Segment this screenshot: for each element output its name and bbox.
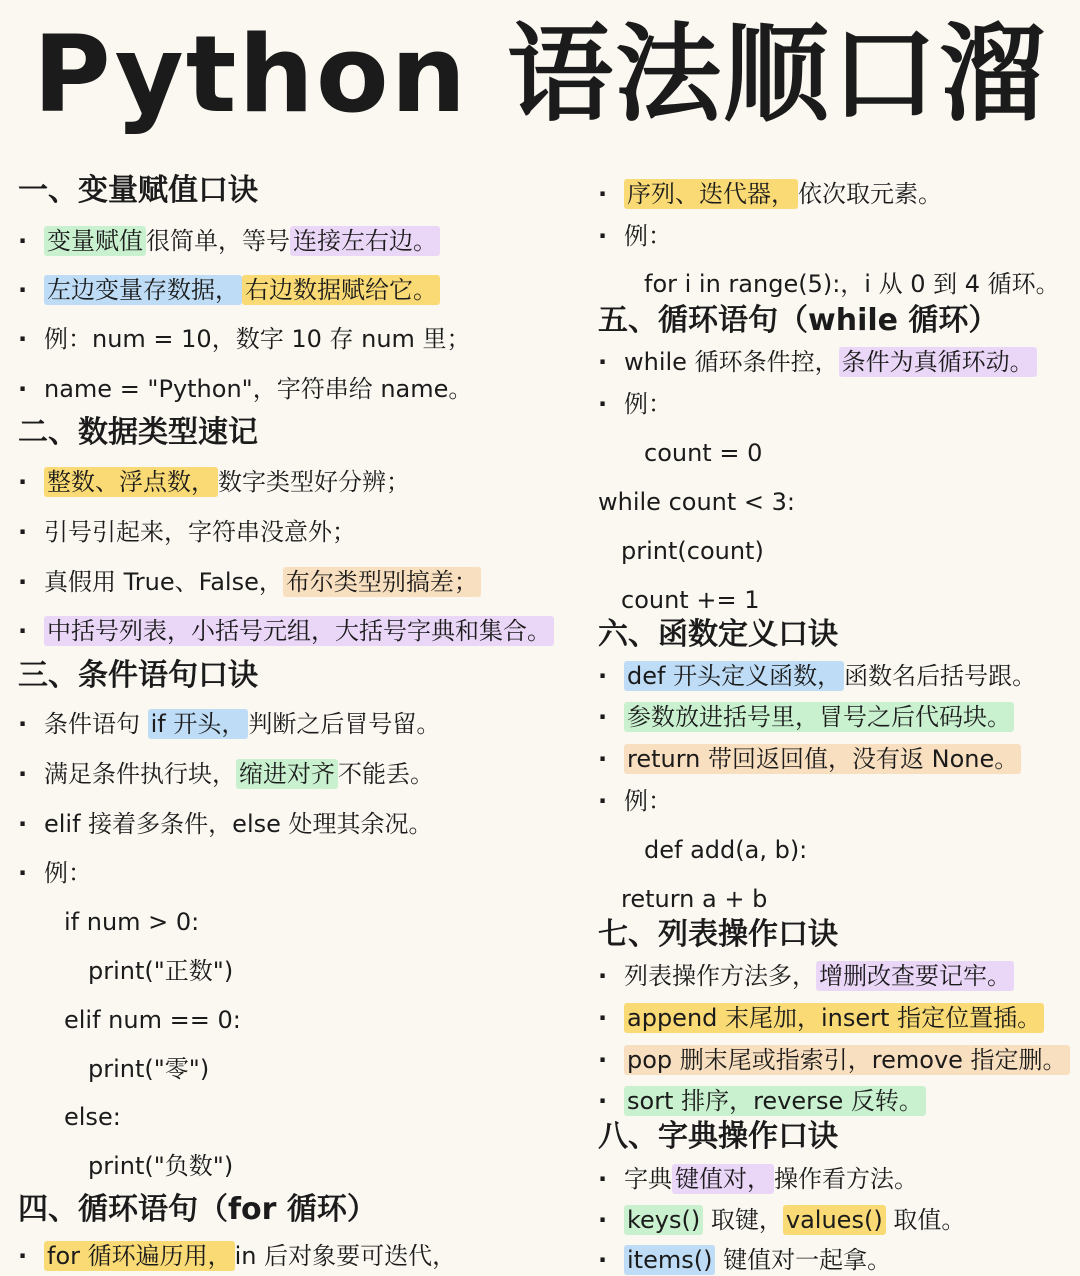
code-line: count += 1 <box>621 586 760 614</box>
bullet-text: 例：num = 10，数字 10 存 num 里； <box>44 325 471 353</box>
bullet-dot: · <box>18 568 28 596</box>
bullet-dot: · <box>598 348 608 376</box>
bullet-text: 列表操作方法多， <box>624 962 816 990</box>
bullet-item <box>598 701 1014 733</box>
bullet-dot: · <box>598 222 608 250</box>
highlight-text: 中括号列表，小括号元组，大括号字典和集合。 <box>44 616 554 646</box>
section-heading-functions: 六、函数定义口诀 <box>598 617 838 652</box>
bullet-item <box>18 708 440 740</box>
highlight-text: 连接左右边。 <box>290 226 440 256</box>
highlight-text: 缩进对齐 <box>236 759 338 789</box>
bullet-text: 函数名后括号跟。 <box>844 662 1037 690</box>
bullet-dot: · <box>598 662 608 690</box>
code-line: count = 0 <box>644 439 763 467</box>
section-heading-dict-operations: 八、字典操作口诀 <box>598 1119 838 1154</box>
section-heading-variable-assignment: 一、变量赋值口诀 <box>18 173 258 208</box>
bullet-dot: · <box>18 375 28 403</box>
bullet-item <box>598 960 1014 992</box>
code-line: print("负数") <box>88 1152 234 1180</box>
bullet-dot: · <box>598 745 608 773</box>
highlight-text: def 开头定义函数， <box>624 661 844 691</box>
bullet-dot: · <box>18 810 28 838</box>
bullet-item <box>598 1163 918 1195</box>
bullet-dot: · <box>18 617 28 645</box>
bullet-text: 条件语句 <box>44 710 148 738</box>
bullet-dot: · <box>598 787 608 815</box>
bullet-dot: · <box>18 325 28 353</box>
bullet-item <box>598 1244 891 1276</box>
highlight-text: pop 删末尾或指索引，remove 指定删。 <box>624 1045 1070 1075</box>
bullet-dot: · <box>598 390 608 418</box>
bullet-item <box>598 178 942 210</box>
highlight-text: 键值对， <box>672 1164 774 1194</box>
highlight-text: 参数放进括号里，冒号之后代码块。 <box>624 702 1014 732</box>
section-heading-conditionals: 三、条件语句口诀 <box>18 658 258 693</box>
bullet-text: 取键， <box>703 1206 783 1234</box>
bullet-text: elif 接着多条件，else 处理其余况。 <box>44 810 433 838</box>
bullet-dot: · <box>18 518 28 546</box>
bullet-item <box>18 516 356 548</box>
bullet-item <box>598 1002 1044 1034</box>
code-line: while count < 3: <box>598 488 796 516</box>
bullet-dot: · <box>18 1242 28 1270</box>
bullet-text: 满足条件执行块， <box>44 760 236 788</box>
bullet-item <box>18 274 440 306</box>
highlight-text: 右边数据赋给它。 <box>242 275 440 305</box>
code-line: else: <box>64 1103 121 1131</box>
bullet-text: 操作看方法。 <box>774 1165 918 1193</box>
bullet-dot: · <box>598 1087 608 1115</box>
bullet-item <box>18 373 472 405</box>
bullet-item <box>18 615 554 647</box>
bullet-text: 字典 <box>624 1165 672 1193</box>
bullet-dot: · <box>598 1046 608 1074</box>
bullet-item <box>18 225 440 257</box>
bullet-item <box>598 220 672 252</box>
code-line: print(count) <box>621 537 764 565</box>
bullet-item <box>18 466 410 498</box>
bullet-text: 键值对一起拿。 <box>715 1246 892 1274</box>
bullet-text: while 循环条件控， <box>624 348 839 376</box>
bullet-dot: · <box>18 227 28 255</box>
bullet-dot: · <box>598 1165 608 1193</box>
bullet-item <box>598 1085 926 1117</box>
bullet-dot: · <box>18 760 28 788</box>
bullet-text: 不能丢。 <box>338 760 434 788</box>
code-line: print("零") <box>88 1055 210 1083</box>
bullet-text: 引号引起来，字符串没意外； <box>44 518 356 546</box>
bullet-text: 数字类型好分辨； <box>218 468 410 496</box>
bullet-item <box>598 785 672 817</box>
bullet-text: 例： <box>624 222 672 250</box>
section-heading-for-loop: 四、循环语句（for 循环） <box>18 1192 377 1227</box>
bullet-item <box>598 1044 1070 1076</box>
bullet-dot: · <box>598 1206 608 1234</box>
code-line: def add(a, b): <box>644 836 808 864</box>
bullet-text: name = "Python"，字符串给 name。 <box>44 375 473 403</box>
highlight-text: 整数、浮点数， <box>44 467 218 497</box>
bullet-item <box>18 857 92 889</box>
highlight-text: items() <box>624 1245 715 1275</box>
bullet-text: 例： <box>44 859 92 887</box>
code-line: if num > 0: <box>64 908 200 936</box>
bullet-item <box>18 808 433 840</box>
highlight-text: append 末尾加，insert 指定位置插。 <box>624 1003 1044 1033</box>
bullet-dot: · <box>598 703 608 731</box>
bullet-dot: · <box>598 1004 608 1032</box>
bullet-text: 依次取元素。 <box>798 180 942 208</box>
bullet-item <box>18 758 434 790</box>
bullet-item <box>598 660 1036 692</box>
section-heading-while-loop: 五、循环语句（while 循环） <box>598 303 999 338</box>
bullet-dot: · <box>598 1246 608 1274</box>
highlight-text: 条件为真循环动。 <box>839 347 1037 377</box>
code-line: print("正数") <box>88 957 234 985</box>
highlight-text: keys() <box>624 1205 703 1235</box>
bullet-text: 例： <box>624 787 672 815</box>
bullet-item <box>598 1204 965 1236</box>
bullet-item <box>18 323 471 355</box>
bullet-item <box>598 346 1037 378</box>
bullet-text: in 后对象要可迭代， <box>234 1242 457 1270</box>
highlight-text: values() <box>783 1205 886 1235</box>
section-heading-list-operations: 七、列表操作口诀 <box>598 917 838 952</box>
section-heading-data-types: 二、数据类型速记 <box>18 415 258 450</box>
highlight-text: 序列、迭代器， <box>624 179 798 209</box>
highlight-text: return 带回返回值，没有返 None。 <box>624 744 1021 774</box>
bullet-item <box>18 566 481 598</box>
bullet-dot: · <box>18 859 28 887</box>
bullet-text: 例： <box>624 390 672 418</box>
bullet-dot: · <box>18 276 28 304</box>
highlight-text: 增删改查要记牢。 <box>816 961 1014 991</box>
bullet-text: 很简单，等号 <box>146 227 290 255</box>
bullet-dot: · <box>598 962 608 990</box>
bullet-dot: · <box>18 468 28 496</box>
bullet-text: 取值。 <box>885 1206 966 1234</box>
bullet-item <box>18 1240 456 1272</box>
page-title: Python 语法顺口溜 <box>32 13 1048 136</box>
bullet-dot: · <box>598 180 608 208</box>
code-line: return a + b <box>621 885 768 913</box>
code-line: elif num == 0: <box>64 1006 241 1034</box>
highlight-text: 左边变量存数据， <box>44 275 242 305</box>
highlight-text: for 循环遍历用， <box>44 1241 235 1271</box>
bullet-text: 真假用 True、False， <box>44 568 283 596</box>
bullet-item <box>598 743 1021 775</box>
highlight-text: if 开头， <box>148 709 249 739</box>
highlight-text: 布尔类型别搞差； <box>283 567 481 597</box>
bullet-item <box>598 388 672 420</box>
bullet-text: 判断之后冒号留。 <box>248 710 441 738</box>
highlight-text: sort 排序，reverse 反转。 <box>624 1086 926 1116</box>
code-line: for i in range(5):，i 从 0 到 4 循环。 <box>644 270 1060 298</box>
highlight-text: 变量赋值 <box>44 226 146 256</box>
bullet-dot: · <box>18 710 28 738</box>
